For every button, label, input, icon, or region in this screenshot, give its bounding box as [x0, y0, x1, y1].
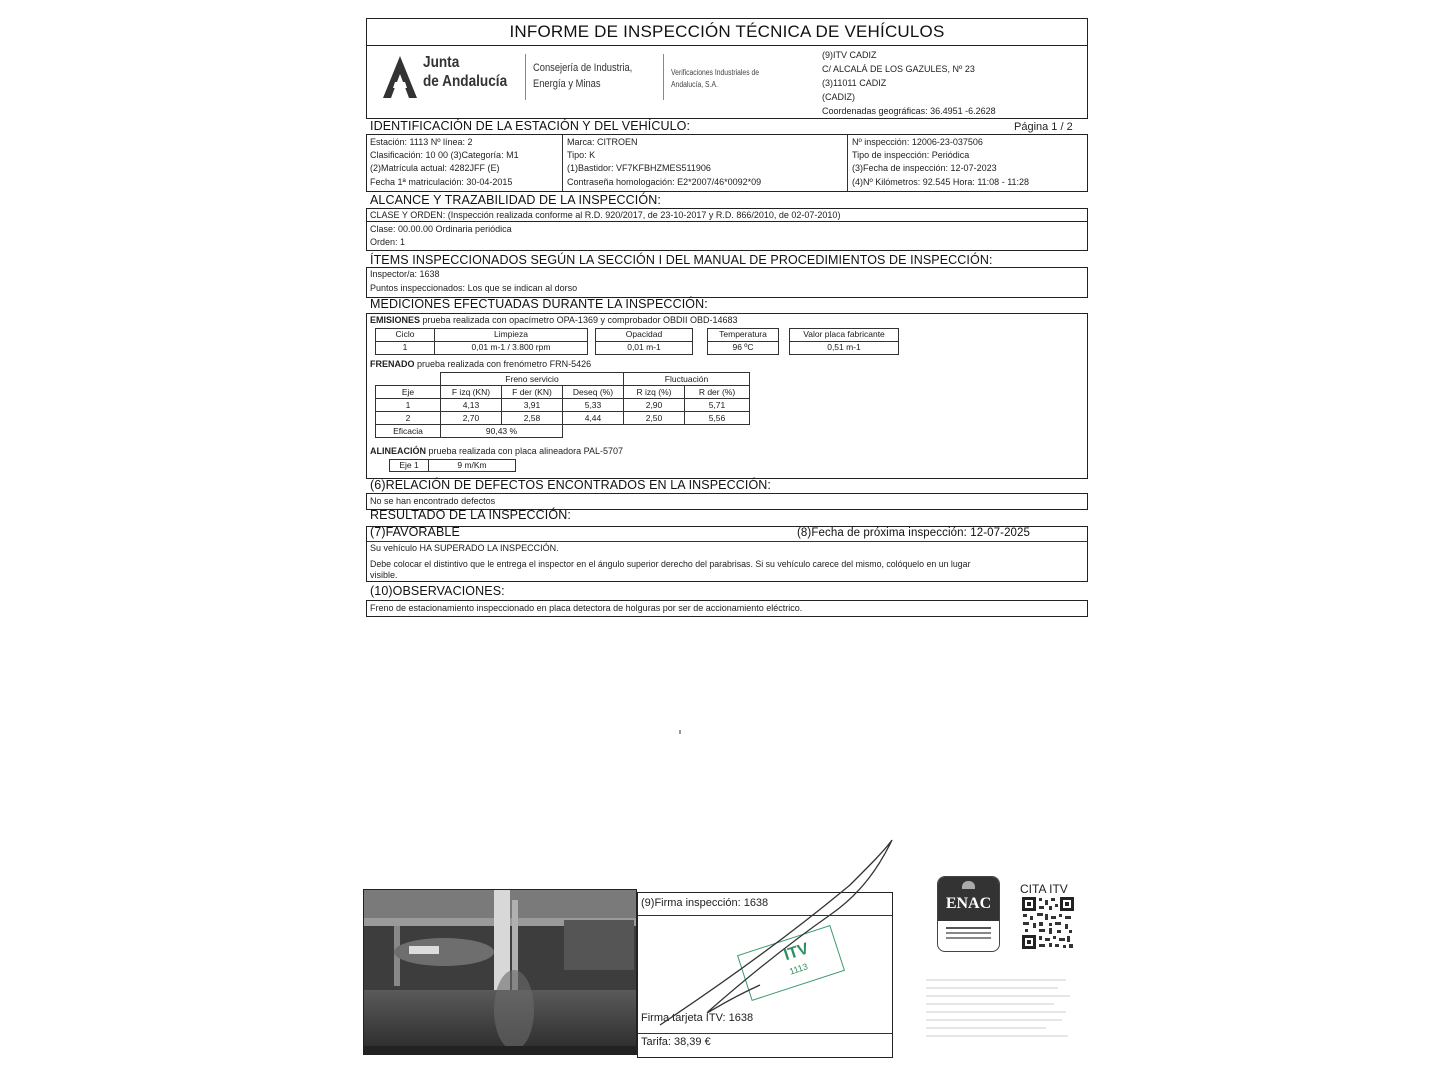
id-col2-line-2: Tipo: K: [567, 150, 596, 160]
observaciones-box: [366, 600, 1088, 617]
resultado-line-2: Debe colocar el distintivo que le entrega el inspector en el ángulo superior derecho del parabrisas. Si su vehículo carece del mismo, colóquelo en un lugar: [370, 559, 971, 569]
row1-deseq: 5,33: [563, 399, 624, 412]
header-box: [366, 45, 1088, 119]
resultado-line-3: visible.: [370, 570, 398, 580]
clase-text: Clase: 00.00.00 Ordinaria periódica: [370, 224, 512, 234]
items-box: [366, 267, 1088, 298]
col-r-der: R der (%): [685, 386, 750, 399]
station-line-2: C/ ALCALÁ DE LOS GAZULES, Nº 23: [822, 64, 975, 74]
verif-line-1: Verificaciones Industriales de: [671, 68, 760, 77]
ciclo-value: 1: [375, 341, 435, 355]
opacidad-value: 0,01 m-1: [595, 341, 693, 355]
enac-label: ENAC: [945, 895, 992, 912]
identificacion-heading: IDENTIFICACIÓN DE LA ESTACIÓN Y DEL VEHÍCULO:: [370, 119, 691, 133]
eficacia-value: 90,43 %: [441, 425, 563, 438]
id-col3-line-2: Tipo de inspección: Periódica: [852, 150, 970, 160]
eje1-label: Eje 1: [389, 459, 429, 472]
fluctuacion-header: Fluctuación: [624, 373, 750, 386]
alineacion-text: prueba realizada con placa alineadora PAL-5707: [426, 446, 623, 456]
temperatura-value: 96 ºC: [707, 341, 779, 355]
row1-f-izq: 4,13: [441, 399, 502, 412]
puntos-text: Puntos inspeccionados: Los que se indican al dorso: [370, 283, 578, 293]
limpieza-header: Limpieza: [434, 328, 588, 342]
tarifa: Tarifa: 38,39 €: [641, 1036, 711, 1048]
row1-r-izq: 2,90: [624, 399, 685, 412]
verif-line-2: Andalucía, S.A.: [671, 80, 718, 89]
station-line-5: Coordenadas geográficas: 36.4951 -6.2628: [822, 106, 996, 116]
clase-box: [366, 221, 1088, 251]
itv-stamp-label: ITV: [781, 940, 811, 965]
enac-logo: [937, 876, 1000, 952]
logo-divider: [525, 54, 526, 100]
clase-orden-box: [366, 208, 1088, 222]
id-col2-line-4: Contraseña homologación: E2*2007/46*0092*09: [567, 177, 762, 187]
favorable-label: (7)FAVORABLE: [370, 525, 460, 539]
valor-placa-value: 0,51 m-1: [789, 341, 899, 355]
itv-stamp-number: 1113: [788, 961, 809, 977]
faded-legal-text: [926, 975, 1072, 1063]
verif-divider: [663, 54, 664, 100]
frenado-label: FRENADO: [370, 359, 415, 369]
clase-orden-text: CLASE Y ORDEN: (Inspección realizada conforme al R.D. 920/2017, de 23-10-2017 y R.D. 866/2010, de 02-07-2010): [370, 210, 841, 220]
col-f-der: F der (KN): [502, 386, 563, 399]
logo-line-1: Junta: [423, 54, 460, 71]
id-col3-line-1: Nº inspección: 12006-23-037506: [852, 137, 983, 147]
id-col2-line-1: Marca: CITROEN: [567, 137, 638, 147]
defectos-heading: (6)RELACIÓN DE DEFECTOS ENCONTRADOS EN LA INSPECCIÓN:: [370, 478, 771, 492]
row2-eje: 2: [376, 412, 441, 425]
orden-text: Orden: 1: [370, 237, 406, 247]
emisiones-label: EMISIONES: [370, 315, 421, 325]
emisiones-line: [370, 315, 738, 326]
col-r-izq: R izq (%): [624, 386, 685, 399]
mediciones-heading: MEDICIONES EFECTUADAS DURANTE LA INSPECCIÓN:: [370, 297, 708, 311]
junta-andalucia-logo-icon: [381, 54, 419, 100]
col-eje: Eje: [376, 386, 441, 399]
alineacion-label: ALINEACIÓN: [370, 446, 426, 456]
emisiones-text: prueba realizada con opacímetro OPA-1369 y comprobador OBDII OBD-14683: [420, 315, 738, 325]
vehicle-photo: [363, 889, 637, 1055]
observaciones-heading: (10)OBSERVACIONES:: [370, 584, 505, 598]
id-col3-line-4: (4)Nº Kilómetros: 92.545 Hora: 11:08 - 11:28: [852, 177, 1030, 187]
consejeria-line-1: Consejería de Industria,: [533, 62, 633, 74]
alcance-heading: ALCANCE Y TRAZABILIDAD DE LA INSPECCIÓN:: [370, 193, 661, 207]
frenado-line: [370, 359, 591, 370]
cita-itv-label: CITA ITV: [1020, 882, 1068, 896]
frenado-table: [375, 372, 750, 438]
id-col2-line-3: (1)Bastidor: VF7KFBHZMES511906: [567, 163, 711, 173]
items-heading: ÍTEMS INSPECCIONADOS SEGÚN LA SECCIÓN I DEL MANUAL DE PROCEDIMIENTOS DE INSPECCIÓN:: [370, 253, 993, 267]
mediciones-box: [366, 313, 1088, 479]
col-f-izq: F izq (KN): [441, 386, 502, 399]
opacidad-header: Opacidad: [595, 328, 693, 342]
row1-f-der: 3,91: [502, 399, 563, 412]
enac-crown-icon: [962, 881, 975, 889]
resultado-box: [366, 526, 1088, 582]
station-line-3: (3)11011 CADIZ: [822, 78, 887, 88]
row2-f-izq: 2,70: [441, 412, 502, 425]
id-col3-line-3: (3)Fecha de inspección: 12-07-2023: [852, 163, 997, 173]
page-title: INFORME DE INSPECCIÓN TÉCNICA DE VEHÍCULOS: [509, 22, 945, 41]
limpieza-value: 0,01 m-1 / 3.800 rpm: [434, 341, 588, 355]
firma-tarjeta: Firma tarjeta ITV: 1638: [641, 1012, 754, 1024]
page-number: Página 1 / 2: [1014, 121, 1073, 133]
id-col1-line-4: Fecha 1ª matriculación: 30-04-2015: [370, 177, 513, 187]
resultado-heading: RESULTADO DE LA INSPECCIÓN:: [370, 508, 571, 522]
identificacion-box: [366, 134, 1088, 192]
firma-inspeccion: (9)Firma inspección: 1638: [641, 897, 769, 909]
alineacion-line: [370, 446, 623, 457]
station-line-1: (9)ITV CADIZ: [822, 50, 877, 60]
freno-servicio-header: Freno servicio: [441, 373, 624, 386]
valor-placa-header: Valor placa fabricante: [789, 328, 899, 342]
qr-code-icon: [1021, 896, 1075, 950]
defectos-text: No se han encontrado defectos: [370, 496, 496, 506]
ciclo-header: Ciclo: [375, 328, 435, 342]
page-mark: [679, 730, 681, 734]
row2-r-der: 5,56: [685, 412, 750, 425]
row2-deseq: 4,44: [563, 412, 624, 425]
id-col1-line-1: Estación: 1113 Nº línea: 2: [370, 137, 473, 147]
consejeria-line-2: Energía y Minas: [533, 78, 601, 90]
signature-stroke-icon: [640, 835, 900, 1035]
station-line-4: (CADIZ): [822, 92, 855, 102]
temperatura-header: Temperatura: [707, 328, 779, 342]
frenado-text: prueba realizada con frenómetro FRN-5426: [414, 359, 592, 369]
col-deseq: Deseq (%): [563, 386, 624, 399]
table-row: [376, 399, 750, 412]
id-col1-line-3: (2)Matrícula actual: 4282JFF (E): [370, 163, 500, 173]
row1-eje: 1: [376, 399, 441, 412]
id-col1-line-2: Clasificación: 10 00 (3)Categoría: M1: [370, 150, 519, 160]
observaciones-text: Freno de estacionamiento inspeccionado en placa detectora de holguras por ser de accionamiento eléctrico.: [370, 603, 803, 613]
row2-f-der: 2,58: [502, 412, 563, 425]
title-box: [366, 18, 1088, 46]
proxima-inspeccion: (8)Fecha de próxima inspección: 12-07-2025: [797, 527, 1031, 539]
row2-r-izq: 2,50: [624, 412, 685, 425]
resultado-line-1: Su vehículo HA SUPERADO LA INSPECCIÓN.: [370, 543, 559, 553]
logo-line-2: de Andalucía: [423, 73, 508, 90]
table-row: [376, 412, 750, 425]
eje1-value: 9 m/Km: [428, 459, 516, 472]
garage-photo-icon: [364, 890, 636, 1054]
eficacia-label: Eficacia: [376, 425, 441, 438]
row1-r-der: 5,71: [685, 399, 750, 412]
inspector-text: Inspector/a: 1638: [370, 269, 440, 279]
